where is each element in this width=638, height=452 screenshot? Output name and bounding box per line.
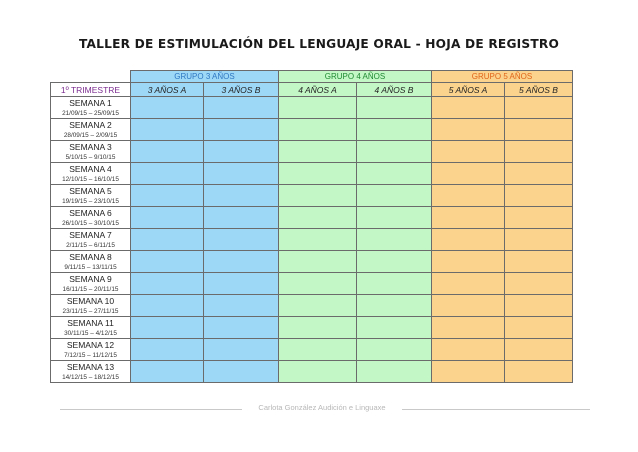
entry-cell-5a[interactable] <box>432 185 505 207</box>
entry-cell-3a[interactable] <box>131 119 204 141</box>
week-label-cell <box>51 251 131 273</box>
group-3-header: GRUPO 3 AÑOS <box>131 71 279 83</box>
table-row <box>51 163 573 185</box>
entry-cell-3b[interactable] <box>204 361 279 383</box>
week-label: SEMANA 4 <box>69 163 112 174</box>
entry-cell-5a[interactable] <box>432 295 505 317</box>
week-dates: 7/12/15 – 11/12/15 <box>64 351 117 359</box>
week-label: SEMANA 11 <box>67 317 114 328</box>
entry-cell-3a[interactable] <box>131 317 204 339</box>
week-label: SEMANA 1 <box>69 97 112 108</box>
footer-line-left <box>60 409 242 410</box>
subgroup-4a: 4 AÑOS A <box>279 83 357 97</box>
entry-cell-3b[interactable] <box>204 317 279 339</box>
subgroup-3b: 3 AÑOS B <box>204 83 279 97</box>
table-row <box>51 207 573 229</box>
entry-cell-4b[interactable] <box>357 141 432 163</box>
week-label-cell <box>51 97 131 119</box>
week-label: SEMANA 2 <box>69 119 112 130</box>
week-dates: 23/11/15 – 27/11/15 <box>62 307 119 315</box>
entry-cell-5b[interactable] <box>505 295 573 317</box>
table-row <box>51 295 573 317</box>
table-row <box>51 339 573 361</box>
week-label-cell <box>51 163 131 185</box>
entry-cell-3a[interactable] <box>131 97 204 119</box>
entry-cell-4a[interactable] <box>279 273 357 295</box>
week-label-cell <box>51 207 131 229</box>
entry-cell-4a[interactable] <box>279 295 357 317</box>
week-label: SEMANA 5 <box>69 185 112 196</box>
week-label: SEMANA 9 <box>69 273 112 284</box>
entry-cell-4b[interactable] <box>357 207 432 229</box>
entry-cell-3b[interactable] <box>204 273 279 295</box>
week-dates: 5/10/15 – 9/10/15 <box>65 153 116 161</box>
entry-cell-5a[interactable] <box>432 339 505 361</box>
entry-cell-4b[interactable] <box>357 163 432 185</box>
entry-cell-3b[interactable] <box>204 185 279 207</box>
week-label-cell <box>51 141 131 163</box>
table-row <box>51 273 573 295</box>
entry-cell-4a[interactable] <box>279 141 357 163</box>
corner-cell <box>51 71 131 83</box>
entry-cell-4b[interactable] <box>357 361 432 383</box>
entry-cell-3b[interactable] <box>204 119 279 141</box>
entry-cell-3b[interactable] <box>204 97 279 119</box>
entry-cell-4b[interactable] <box>357 273 432 295</box>
week-label-cell <box>51 273 131 295</box>
week-label: SEMANA 12 <box>66 339 115 350</box>
week-label-cell <box>51 361 131 383</box>
entry-cell-3b[interactable] <box>204 229 279 251</box>
entry-cell-5b[interactable] <box>505 251 573 273</box>
week-dates: 26/10/15 – 30/10/15 <box>62 219 119 227</box>
entry-cell-5b[interactable] <box>505 229 573 251</box>
entry-cell-3a[interactable] <box>131 185 204 207</box>
entry-cell-4a[interactable] <box>279 185 357 207</box>
trimester-label: 1º TRIMESTRE <box>51 83 131 97</box>
week-label: SEMANA 3 <box>69 141 112 152</box>
table-row <box>51 251 573 273</box>
entry-cell-5a[interactable] <box>432 229 505 251</box>
subgroup-4b: 4 AÑOS B <box>357 83 432 97</box>
entry-cell-3a[interactable] <box>131 141 204 163</box>
entry-cell-4b[interactable] <box>357 119 432 141</box>
week-label-cell <box>51 185 131 207</box>
week-dates: 9/11/15 – 13/11/15 <box>64 263 117 271</box>
week-label: SEMANA 7 <box>69 229 112 240</box>
entry-cell-4a[interactable] <box>279 339 357 361</box>
table-row <box>51 317 573 339</box>
entry-cell-4a[interactable] <box>279 251 357 273</box>
entry-cell-4a[interactable] <box>279 163 357 185</box>
entry-cell-4b[interactable] <box>357 185 432 207</box>
subgroup-3a: 3 AÑOS A <box>131 83 204 97</box>
week-label-cell <box>51 295 131 317</box>
entry-cell-5a[interactable] <box>432 163 505 185</box>
week-label: SEMANA 8 <box>69 251 112 262</box>
entry-cell-5a[interactable] <box>432 141 505 163</box>
entry-cell-4a[interactable] <box>279 97 357 119</box>
page-title: TALLER DE ESTIMULACIÓN DEL LENGUAJE ORAL - HOJA DE REGISTRO <box>78 37 560 51</box>
entry-cell-4b[interactable] <box>357 251 432 273</box>
footer <box>60 402 590 416</box>
entry-cell-5a[interactable] <box>432 119 505 141</box>
entry-cell-5a[interactable] <box>432 251 505 273</box>
entry-cell-5a[interactable] <box>432 97 505 119</box>
group-4-header: GRUPO 4 AÑOS <box>279 71 432 83</box>
entry-cell-4b[interactable] <box>357 295 432 317</box>
entry-cell-5b[interactable] <box>505 185 573 207</box>
entry-cell-4a[interactable] <box>279 317 357 339</box>
group-header-row <box>51 71 573 83</box>
week-dates: 12/10/15 – 16/10/15 <box>62 175 119 183</box>
week-label: SEMANA 6 <box>69 207 112 218</box>
table-row <box>51 97 573 119</box>
entry-cell-3a[interactable] <box>131 229 204 251</box>
entry-cell-4a[interactable] <box>279 229 357 251</box>
week-dates: 16/11/15 – 20/11/15 <box>62 285 119 293</box>
week-dates: 30/11/15 – 4/12/15 <box>64 329 117 337</box>
entry-cell-4b[interactable] <box>357 317 432 339</box>
footer-line-right <box>402 409 590 410</box>
entry-cell-5a[interactable] <box>432 207 505 229</box>
group-5-header: GRUPO 5 AÑOS <box>432 71 573 83</box>
entry-cell-3b[interactable] <box>204 207 279 229</box>
table-row <box>51 361 573 383</box>
entry-cell-4b[interactable] <box>357 339 432 361</box>
week-dates: 21/09/15 – 25/09/15 <box>62 109 119 117</box>
entry-cell-5b[interactable] <box>505 97 573 119</box>
entry-cell-5b[interactable] <box>505 163 573 185</box>
entry-cell-3b[interactable] <box>204 251 279 273</box>
table-row <box>51 229 573 251</box>
entry-cell-3a[interactable] <box>131 163 204 185</box>
week-dates: 14/12/15 – 18/12/15 <box>62 373 119 381</box>
week-label-cell <box>51 229 131 251</box>
entry-cell-5b[interactable] <box>505 119 573 141</box>
entry-cell-3a[interactable] <box>131 295 204 317</box>
table-row <box>51 185 573 207</box>
entry-cell-5b[interactable] <box>505 339 573 361</box>
subgroup-5a: 5 AÑOS A <box>432 83 505 97</box>
entry-cell-3a[interactable] <box>131 251 204 273</box>
entry-cell-4a[interactable] <box>279 119 357 141</box>
week-label-cell <box>51 339 131 361</box>
week-dates: 19/19/15 – 23/10/15 <box>62 197 119 205</box>
week-dates: 28/09/15 – 2/09/15 <box>63 131 118 139</box>
table-row <box>51 119 573 141</box>
entry-cell-5b[interactable] <box>505 207 573 229</box>
week-dates: 2/11/15 – 6/11/15 <box>66 241 115 249</box>
entry-cell-4a[interactable] <box>279 361 357 383</box>
week-label: SEMANA 13 <box>66 361 115 372</box>
entry-cell-5a[interactable] <box>432 317 505 339</box>
subgroup-5b: 5 AÑOS B <box>505 83 573 97</box>
entry-cell-5b[interactable] <box>505 273 573 295</box>
entry-cell-3b[interactable] <box>204 141 279 163</box>
entry-cell-4b[interactable] <box>357 229 432 251</box>
week-label-cell <box>51 317 131 339</box>
entry-cell-3b[interactable] <box>204 339 279 361</box>
entry-cell-3a[interactable] <box>131 207 204 229</box>
entry-cell-5b[interactable] <box>505 317 573 339</box>
entry-cell-3a[interactable] <box>131 273 204 295</box>
entry-cell-5a[interactable] <box>432 361 505 383</box>
week-label-cell <box>51 119 131 141</box>
registry-table <box>50 70 573 383</box>
entry-cell-3a[interactable] <box>131 361 204 383</box>
entry-cell-3a[interactable] <box>131 339 204 361</box>
entry-cell-4a[interactable] <box>279 207 357 229</box>
subgroup-header-row <box>51 83 573 97</box>
entry-cell-3b[interactable] <box>204 163 279 185</box>
entry-cell-5a[interactable] <box>432 273 505 295</box>
week-label: SEMANA 10 <box>66 295 115 306</box>
table-row <box>51 141 573 163</box>
entry-cell-5b[interactable] <box>505 361 573 383</box>
entry-cell-5b[interactable] <box>505 141 573 163</box>
footer-author: Carlota González Audición e Linguaxe <box>258 403 386 412</box>
entry-cell-4b[interactable] <box>357 97 432 119</box>
entry-cell-3b[interactable] <box>204 295 279 317</box>
